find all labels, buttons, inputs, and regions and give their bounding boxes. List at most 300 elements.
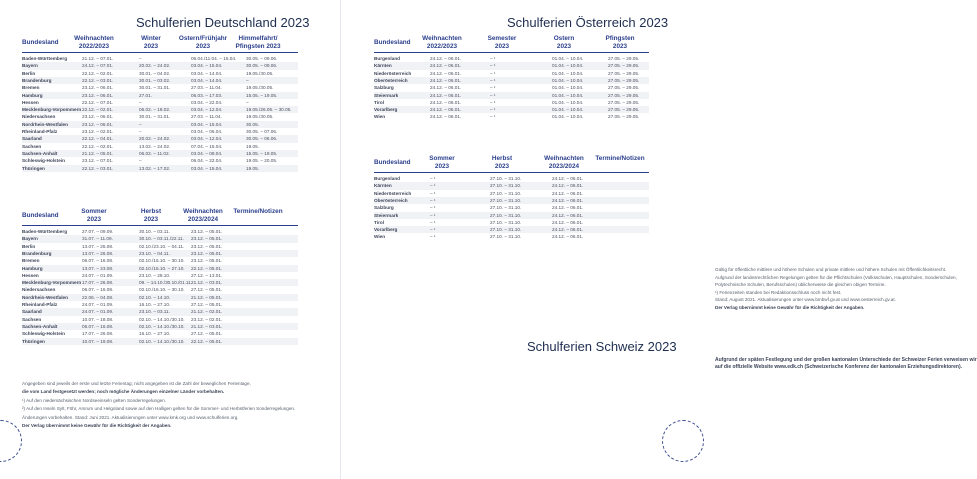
- date-cell: 27.12. – 13.01.: [191, 272, 223, 278]
- column-header: Ostern/Frühjahr 2023: [178, 35, 228, 50]
- date-cell: 27.07. – 09.09.: [82, 229, 114, 234]
- date-cell: 27.05. – 29.05.: [608, 63, 640, 69]
- state-name: Bremen: [22, 258, 40, 264]
- date-cell: 21.12. – 07.01.: [82, 56, 114, 61]
- date-cell: 23.12. – 02.01.: [191, 316, 223, 322]
- date-cell: 23.12. – 06.01.: [82, 121, 114, 127]
- date-cell: 24.07. – 01.09.: [82, 309, 114, 315]
- date-cell: 21.12. – 03.01.: [191, 280, 223, 286]
- date-cell: 27.03. – 11.04.: [191, 114, 222, 120]
- table-row: [22, 55, 298, 62]
- state-name: Schleswig-Holstein: [22, 331, 65, 337]
- date-cell: 03.04. – 15.04.: [191, 63, 223, 69]
- date-cell: 19.05.: [246, 165, 260, 171]
- table-row: [22, 228, 298, 235]
- state-name: Steiermark: [374, 212, 399, 218]
- date-cell: 06.02. – 18.02.: [139, 107, 171, 113]
- date-cell: 19.05.: [246, 143, 260, 149]
- date-cell: 30.01. – 31.01.: [139, 114, 171, 120]
- state-name: Brandenburg: [22, 77, 52, 83]
- note-line: Aufgrund der landesrechtlichen Regelungen gelten für die Pflichtschulen (Volksschulen, Hauptschulen, Sonderschulen,: [715, 274, 957, 280]
- date-cell: 24.12. – 06.01.: [552, 227, 584, 233]
- note-line: ¹) Auf den niedersächsischen Nordseeinseln gelten Sonderregelungen.: [22, 397, 167, 403]
- date-cell: 30.10. – 03.11./22.11.: [139, 236, 184, 242]
- date-cell: 27.12. – 05.01.: [191, 331, 223, 337]
- date-cell: 27.01.: [139, 92, 153, 98]
- date-cell: 03.04. – 14.04.: [191, 70, 223, 76]
- state-name: Oberösterreich: [374, 197, 408, 203]
- date-cell: 27.10. – 31.10.: [490, 234, 522, 240]
- state-name: Bremen: [22, 85, 40, 91]
- date-cell: 01.04. – 10.04.: [552, 63, 584, 69]
- date-cell: 22.12. – 03.01.: [82, 165, 114, 171]
- date-cell: 24.12. – 06.01.: [430, 114, 462, 120]
- date-cell: 31.07. – 11.09.: [82, 236, 113, 242]
- table-row: [22, 77, 298, 84]
- table-row: [374, 84, 649, 91]
- date-cell: 23.12. – 05.01.: [191, 236, 223, 242]
- table-row: [22, 92, 298, 99]
- state-name: Berlin: [22, 243, 36, 249]
- date-cell: 30.05. – 09.06.: [246, 56, 278, 61]
- state-name: Baden-Württemberg: [22, 56, 68, 61]
- date-cell: 19.05. – 20.05.: [246, 158, 278, 164]
- date-cell: 06.07. – 16.08.: [82, 323, 114, 329]
- right-page: [341, 0, 977, 479]
- date-cell: 03.04. – 14.04.: [191, 77, 223, 83]
- date-cell: 13.07. – 26.08.: [82, 250, 114, 256]
- date-cell: 27.05. – 29.05.: [608, 92, 640, 98]
- germany-title: Schulferien Deutschland 2023: [136, 15, 310, 30]
- state-name: Nordrhein-Westfalen: [22, 121, 69, 127]
- date-cell: 01.04. – 10.04.: [552, 107, 584, 113]
- date-cell: –: [246, 99, 249, 105]
- date-cell: 03.04. – 12.04.: [191, 136, 223, 142]
- date-cell: 15.05. – 19.05.: [246, 92, 278, 98]
- date-cell: 24.12. – 06.01.: [552, 205, 584, 211]
- date-cell: – ¹: [490, 56, 496, 61]
- date-cell: 16.10. – 27.10.: [139, 331, 171, 337]
- date-cell: 23.12. – 05.01.: [191, 250, 223, 256]
- date-cell: 27.05. – 29.05.: [608, 107, 640, 113]
- date-cell: 24.12. – 06.01.: [430, 63, 462, 69]
- state-name: Thüringen: [22, 338, 45, 344]
- note-line: Der Verlag übernimmt keine Gewähr für die Richtigkeit der Angaben.: [715, 305, 865, 310]
- state-name: Niedersachsen: [22, 114, 56, 120]
- date-cell: – ¹: [430, 227, 436, 233]
- state-name: Baden-Württemberg: [22, 229, 68, 234]
- table-row: [374, 70, 649, 77]
- state-name: Niedersachsen: [22, 287, 56, 293]
- date-cell: 30.05. – 06.06.: [246, 136, 278, 142]
- date-cell: –: [139, 121, 142, 127]
- state-name: Mecklenburg-Vorpommern: [22, 107, 82, 113]
- date-cell: 19.05./26.05. – 30.05.: [246, 107, 292, 113]
- table-row: [374, 62, 649, 69]
- table-row: [374, 197, 649, 204]
- date-cell: – ¹: [430, 212, 436, 218]
- date-cell: 06.07. – 16.08.: [82, 258, 114, 264]
- date-cell: 24.12. – 06.01.: [552, 183, 584, 189]
- date-cell: 22.12. – 03.01.: [82, 77, 114, 83]
- date-cell: 27.12. – 05.01.: [191, 302, 223, 307]
- date-cell: 10.07. – 18.08.: [82, 316, 114, 322]
- note-line: Der Verlag übernimmt keine Gewähr für die Richtigkeit der Angaben.: [22, 423, 172, 428]
- date-cell: 30.10. – 03.11.: [139, 229, 170, 234]
- date-cell: – ¹: [430, 205, 436, 211]
- date-cell: 22.12. – 02.01.: [82, 107, 114, 113]
- date-cell: 23.10. – 28.10.: [139, 272, 171, 278]
- date-cell: – ¹: [490, 99, 496, 105]
- note-line: auf die offizielle Website www.edk.ch (Schweizerische Konferenz der kantonalen Erziehungsdirektoren).: [715, 364, 962, 371]
- date-cell: 17.07. – 26.08.: [82, 280, 114, 286]
- date-cell: 27.05. – 29.05.: [608, 56, 640, 61]
- state-name: Sachsen: [22, 143, 42, 149]
- date-cell: 03.04. – 12.04.: [191, 107, 223, 113]
- table-row: [22, 150, 298, 157]
- state-name: Tirol: [374, 219, 385, 225]
- column-header: Semester 2023: [487, 35, 517, 50]
- date-cell: 19.05./30.05.: [246, 70, 274, 76]
- date-cell: 13.02. – 24.02.: [139, 143, 171, 149]
- date-cell: 03.04. – 15.04.: [191, 165, 223, 171]
- date-cell: 02.10./16.10. – 30.10.: [139, 287, 185, 293]
- date-cell: 22.12. – 02.01.: [82, 70, 114, 76]
- state-name: Bayern: [22, 63, 38, 69]
- date-cell: 21.12. – 03.01.: [191, 323, 223, 329]
- date-cell: –: [139, 99, 142, 105]
- date-cell: 01.04. – 10.04.: [552, 85, 584, 91]
- column-header: Weihnachten 2023/2024: [183, 208, 223, 223]
- date-cell: 02.10./23.10. – 04.11.: [139, 243, 185, 249]
- date-cell: 27.03. – 11.04.: [191, 85, 222, 91]
- date-cell: 24.12. – 06.01.: [552, 197, 584, 203]
- table-row: [22, 165, 298, 172]
- date-cell: 06.04./11.04. – 15.04.: [191, 56, 237, 61]
- state-name: Rheinland-Pfalz: [22, 129, 58, 134]
- date-cell: 24.12. – 06.01.: [552, 234, 584, 240]
- date-cell: 23.12. – 05.01.: [191, 258, 223, 264]
- state-name: Hamburg: [22, 92, 43, 98]
- table-row: [22, 279, 298, 286]
- date-cell: 24.12. – 06.01.: [430, 99, 462, 105]
- table-row: [22, 113, 298, 120]
- table-row: [22, 121, 298, 128]
- state-name: Kärnten: [374, 63, 392, 69]
- date-cell: – ¹: [490, 85, 496, 91]
- table-row: [22, 316, 298, 323]
- date-cell: 23.12. – 02.01.: [82, 129, 114, 134]
- table-row: [22, 99, 298, 106]
- date-cell: 01.04. – 10.04.: [552, 92, 584, 98]
- column-header: Weihnachten 2023/2024: [544, 155, 584, 170]
- date-cell: 16.10. – 27.10.: [139, 302, 171, 307]
- state-name: Mecklenburg-Vorpommern: [22, 280, 82, 286]
- note-line: ¹) Ferienzeiten standen bei Redaktionsschluss noch nicht fest.: [715, 289, 842, 295]
- date-cell: 01.04. – 10.04.: [552, 114, 584, 120]
- state-name: Vorarlberg: [374, 227, 398, 233]
- date-cell: –: [246, 77, 249, 83]
- table-row: [374, 182, 649, 189]
- date-cell: 24.12. – 07.01.: [82, 63, 114, 69]
- date-cell: 02.10. – 14.10./30.10.: [139, 323, 185, 329]
- date-cell: 21.12. – 05.01.: [191, 294, 223, 300]
- date-cell: 23.12. – 05.01.: [191, 243, 223, 249]
- date-cell: 27.10. – 31.10.: [490, 183, 522, 189]
- date-cell: 22.12. – 07.01.: [82, 99, 114, 105]
- date-cell: 06.03. – 17.03.: [191, 92, 223, 98]
- table-row: [22, 135, 298, 142]
- state-name: Schleswig-Holstein: [22, 158, 65, 164]
- table-row: [22, 70, 298, 77]
- date-cell: 24.12. – 06.01.: [552, 190, 584, 196]
- table-row: [374, 226, 649, 233]
- date-cell: 24.12. – 06.01.: [552, 212, 584, 218]
- table-row: [374, 233, 649, 240]
- header-rule: [22, 225, 298, 226]
- table-row: [374, 77, 649, 84]
- table-row: [22, 286, 298, 293]
- date-cell: 19.05./30.05.: [246, 114, 274, 120]
- table-row: [22, 338, 298, 345]
- state-name: Sachsen-Anhalt: [22, 323, 58, 329]
- date-cell: 22.12. – 05.01.: [191, 265, 223, 271]
- date-cell: 02.10. – 14.10.: [139, 294, 171, 300]
- date-cell: 24.12. – 06.01.: [430, 70, 462, 76]
- date-cell: 27.10. – 31.10.: [490, 212, 522, 218]
- date-cell: 03.04. – 15.04.: [191, 121, 223, 127]
- date-cell: 24.12. – 06.01.: [552, 176, 584, 181]
- date-cell: 27.12. – 05.01.: [191, 287, 223, 293]
- state-name: Burgenland: [374, 176, 401, 181]
- header-rule: [374, 172, 649, 173]
- date-cell: 21.12. – 02.01.: [191, 309, 223, 315]
- date-cell: 30.05.: [246, 121, 260, 127]
- table-row: [22, 235, 298, 242]
- date-cell: 06.04. – 22.04.: [191, 158, 223, 164]
- switzerland-title: Schulferien Schweiz 2023: [527, 339, 677, 354]
- state-name: Saarland: [22, 136, 42, 142]
- note-line: die vom Land festgesetzt werden; noch mögliche Änderungen einzelner Länder vorbehalten.: [22, 389, 225, 395]
- note-line: Polytechnische Schulen, Berufsschulen) üblicherweise die gleichen obigen Termine.: [715, 282, 886, 288]
- date-cell: 06.07. – 16.08.: [82, 287, 114, 293]
- date-cell: 17.07. – 26.08.: [82, 331, 114, 337]
- date-cell: 01.04. – 10.04.: [552, 99, 584, 105]
- date-cell: 27.10. – 31.10.: [490, 190, 522, 196]
- column-header: Sommer 2023: [81, 208, 107, 223]
- table-row: [22, 157, 298, 164]
- date-cell: 07.04. – 15.04.: [191, 143, 223, 149]
- table-row: [22, 243, 298, 250]
- state-name: Wien: [374, 114, 386, 120]
- date-cell: – ¹: [490, 107, 496, 113]
- column-header: Bundesland: [374, 159, 411, 166]
- table-row: [22, 250, 298, 257]
- date-cell: 30.05. – 09.06.: [246, 63, 278, 69]
- date-cell: – ¹: [430, 183, 436, 189]
- date-cell: 23.10. – 04.11.: [139, 250, 170, 256]
- date-cell: 06.02. – 11.02.: [139, 150, 170, 156]
- date-cell: 13.02. – 17.02.: [139, 165, 171, 171]
- state-name: Salzburg: [374, 205, 394, 211]
- note-line: Angegeben sind jeweils der erste und letzte Ferientag; nicht angegeben ist die Zahl der beweglichen Ferientage,: [22, 381, 251, 386]
- date-cell: – ¹: [430, 197, 436, 203]
- column-header: Bundesland: [22, 39, 59, 46]
- date-cell: – ¹: [430, 190, 436, 196]
- date-cell: 27.05. – 29.05.: [608, 85, 640, 91]
- date-cell: 24.12. – 06.01.: [430, 56, 462, 61]
- table-row: [374, 92, 649, 99]
- date-cell: 23.12. – 06.01.: [82, 85, 114, 91]
- note-line: Änderungen vorbehalten. Stand: Juni 2021. Aktualisierungen unter www.kmk.org und www.schulferien.org.: [22, 414, 239, 420]
- column-header: Weihnachten 2022/2023: [74, 35, 114, 50]
- date-cell: 27.05. – 29.05.: [608, 77, 640, 83]
- date-cell: 23.12. – 07.01.: [82, 158, 114, 164]
- table-row: [374, 175, 649, 182]
- note-line: Gültig für öffentliche mittlere und höhere Schulen und private mittlere und höhere Schulen mit Öffentlichkeitsrecht.: [715, 267, 947, 272]
- date-cell: 02.10./16.10. – 27.10.: [139, 265, 185, 271]
- date-cell: 23.12. – 05.01.: [191, 229, 223, 234]
- date-cell: – ¹: [430, 234, 436, 240]
- table-row: [22, 84, 298, 91]
- date-cell: 27.10. – 31.10.: [490, 197, 522, 203]
- column-header: Sommer 2023: [429, 155, 455, 170]
- date-cell: 27.05. – 29.05.: [608, 99, 640, 105]
- state-name: Berlin: [22, 70, 36, 76]
- date-cell: 13.07. – 23.08.: [82, 265, 114, 271]
- state-name: Kärnten: [374, 183, 392, 189]
- date-cell: – ¹: [490, 92, 496, 98]
- date-cell: 27.05. – 29.05.: [608, 70, 640, 76]
- date-cell: –: [139, 129, 142, 134]
- column-header: Termine/Notizen: [233, 208, 283, 215]
- state-name: Nordrhein-Westfalen: [22, 294, 69, 300]
- state-name: Rheinland-Pfalz: [22, 302, 58, 307]
- date-cell: 27.05. – 29.05.: [608, 114, 640, 120]
- date-cell: 22.12. – 02.01.: [82, 143, 114, 149]
- column-header: Bundesland: [374, 39, 411, 46]
- state-name: Sachsen: [22, 316, 42, 322]
- date-cell: 30.01. – 04.02.: [139, 70, 171, 76]
- table-row: [22, 143, 298, 150]
- state-name: Hessen: [22, 272, 39, 278]
- note-line: ²) Auf den Inseln Sylt, Föhr, Amrum und Helgoland sowie auf den Halligen gelten für die Sommer- und Herbstferien Sonderregelungen.: [22, 406, 296, 412]
- date-cell: 20.02. – 24.02.: [139, 136, 171, 142]
- date-cell: 01.04. – 10.04.: [552, 56, 584, 61]
- state-name: Hessen: [22, 99, 39, 105]
- date-cell: – ¹: [490, 77, 496, 83]
- state-name: Burgenland: [374, 56, 401, 61]
- column-header: Herbst 2023: [491, 155, 513, 170]
- state-name: Oberösterreich: [374, 77, 408, 83]
- date-cell: 13.07. – 25.08.: [82, 243, 114, 249]
- date-cell: 22.12. – 05.01.: [191, 338, 223, 344]
- column-header: Pfingsten 2023: [605, 35, 635, 50]
- state-name: Vorarlberg: [374, 107, 398, 113]
- date-cell: –: [139, 56, 142, 61]
- state-name: Bayern: [22, 236, 38, 242]
- table-row: [22, 265, 298, 272]
- state-name: Brandenburg: [22, 250, 52, 256]
- date-cell: 24.12. – 06.01.: [430, 107, 462, 113]
- date-cell: 02.10. – 14.10./30.10.: [139, 316, 185, 322]
- state-name: Thüringen: [22, 165, 45, 171]
- header-rule: [374, 52, 649, 53]
- date-cell: 24.07. – 01.09.: [82, 302, 114, 307]
- date-cell: 27.10. – 31.10.: [490, 176, 522, 181]
- date-cell: 09. – 14.10./30.10./01.11.: [139, 280, 193, 286]
- date-cell: 27.10. – 31.10.: [490, 219, 522, 225]
- date-cell: 22.06. – 04.08.: [82, 294, 114, 300]
- column-header: Herbst 2023: [140, 208, 162, 223]
- date-cell: 02.10. – 14.10./30.10.: [139, 338, 185, 344]
- date-cell: 30.01. – 03.02.: [139, 77, 171, 83]
- table-row: [22, 294, 298, 301]
- table-row: [374, 106, 649, 113]
- date-cell: 24.12. – 06.01.: [552, 219, 584, 225]
- date-cell: 20.02. – 24.02.: [139, 63, 171, 69]
- table-row: [374, 219, 649, 226]
- column-header: Weihnachten 2022/2023: [422, 35, 462, 50]
- column-header: Winter 2023: [141, 35, 161, 50]
- column-header: Ostern 2023: [553, 35, 575, 50]
- date-cell: 01.04. – 10.04.: [552, 77, 584, 83]
- state-name: Salzburg: [374, 85, 394, 91]
- date-cell: 23.12. – 06.01.: [82, 92, 114, 98]
- state-name: Saarland: [22, 309, 42, 315]
- table-row: [22, 301, 298, 308]
- date-cell: 23.10. – 03.11.: [139, 309, 170, 315]
- state-name: Hamburg: [22, 265, 43, 271]
- date-cell: 24.12. – 06.01.: [430, 77, 462, 83]
- date-cell: 27.10. – 31.10.: [490, 205, 522, 211]
- table-row: [22, 323, 298, 330]
- table-row: [374, 55, 649, 62]
- state-name: Wien: [374, 234, 386, 240]
- date-cell: – ¹: [490, 63, 496, 69]
- state-name: Steiermark: [374, 92, 399, 98]
- column-header: Termine/Notizen: [595, 155, 645, 162]
- table-row: [374, 190, 649, 197]
- note-line: Stand: August 2021. Aktualisierungen unter www.bmbwf.gv.at und www.oesterreich.gv.at.: [715, 297, 896, 303]
- header-rule: [22, 52, 298, 53]
- date-cell: 21.12. – 05.01.: [82, 150, 114, 156]
- table-row: [22, 272, 298, 279]
- date-cell: 03.04. – 22.04.: [191, 99, 223, 105]
- table-row: [22, 128, 298, 135]
- date-cell: 03.04. – 06.04.: [191, 129, 223, 134]
- date-cell: 30.01. – 31.01.: [139, 85, 171, 91]
- state-name: Sachsen-Anhalt: [22, 150, 58, 156]
- table-row: [374, 212, 649, 219]
- date-cell: 03.04. – 08.04.: [191, 150, 223, 156]
- table-row: [374, 113, 649, 120]
- date-cell: 19.05./30.05.: [246, 85, 274, 91]
- date-cell: 01.04. – 10.04.: [552, 70, 584, 76]
- date-cell: – ¹: [430, 219, 436, 225]
- table-row: [22, 257, 298, 264]
- date-cell: – ¹: [490, 70, 496, 76]
- state-name: Niederösterreich: [374, 190, 412, 196]
- date-cell: 22.12. – 04.01.: [82, 136, 114, 142]
- date-cell: 30.05. – 07.06.: [246, 129, 278, 134]
- table-row: [22, 62, 298, 69]
- date-cell: 24.12. – 06.01.: [430, 85, 462, 91]
- austria-title: Schulferien Österreich 2023: [507, 15, 669, 30]
- date-cell: –: [139, 158, 142, 164]
- table-row: [374, 99, 649, 106]
- table-row: [22, 308, 298, 315]
